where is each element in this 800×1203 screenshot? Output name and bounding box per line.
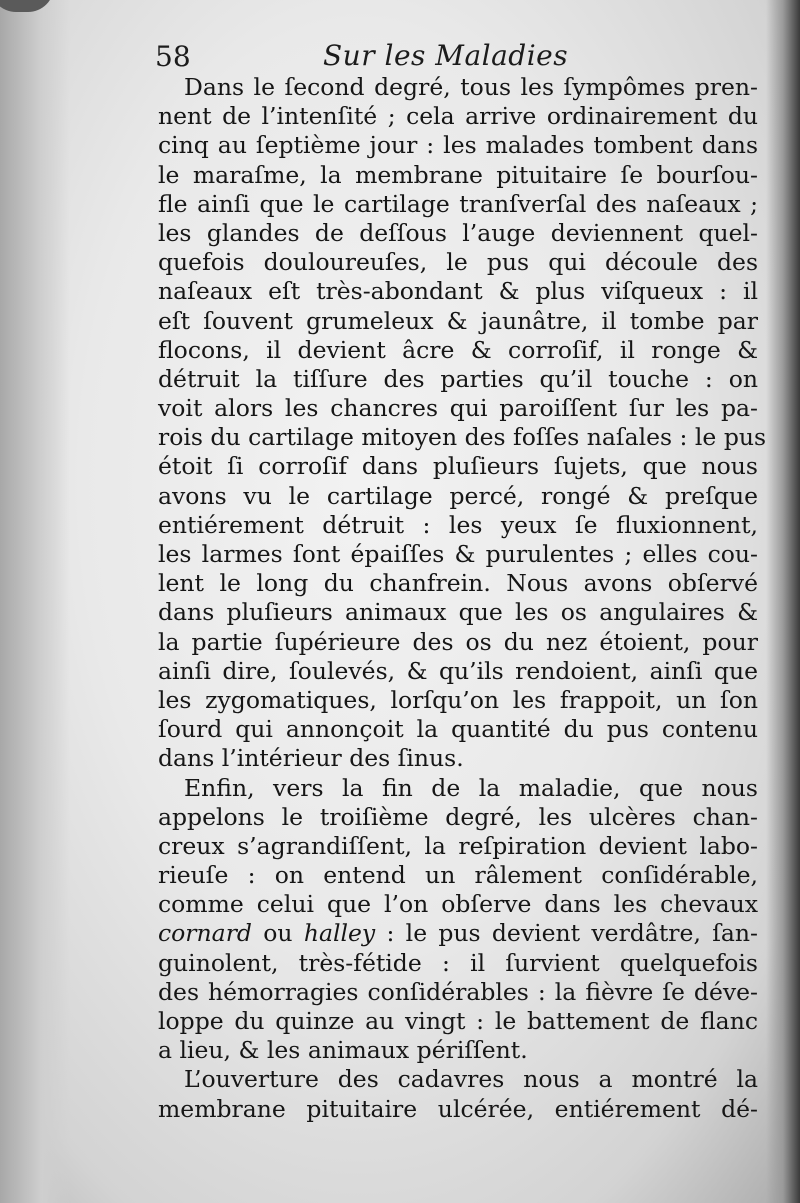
- text-line: quefois douloureuſes, le pus qui découle des: [158, 248, 758, 277]
- text-line: les zygomatiques, lorſqu’on les frappoit, un ſon: [158, 685, 758, 714]
- text-line: dans l’intérieur des ſinus.: [158, 744, 464, 773]
- text-line: les larmes ſont épaiſſes & purulentes ; elles cou-: [158, 540, 758, 568]
- text-line: loppe du quinze au vingt : le battement de flanc: [158, 1007, 758, 1035]
- text-line: ſourd qui annonçoit la quantité du pus contenu: [158, 715, 758, 744]
- text-line: le maraſme, la membrane pituitaire ſe bourſou-: [158, 160, 758, 189]
- text-line: lent le long du chanfrein. Nous avons obſervé: [158, 569, 758, 598]
- running-head: Sur les Maladies: [323, 39, 569, 72]
- text-line: les glandes de deſſous l’auge deviennent quel-: [158, 218, 758, 247]
- text-line: comme celui que l’on obſerve dans les chevaux: [158, 890, 758, 919]
- text-line: avons vu le cartilage percé, rongé & preſque: [158, 481, 758, 510]
- body-text: [158, 73, 767, 1124]
- text-line: rois du cartilage mitoyen des foſſes naſales : le pus: [158, 423, 767, 452]
- italic-term-halley: halley: [303, 919, 376, 948]
- page-number: 58: [155, 40, 191, 73]
- text-line: cinq au ſeptième jour : les malades tombent dans: [158, 131, 758, 160]
- text-line: eſt ſouvent grumeleux & jaunâtre, il tombe par: [158, 306, 758, 335]
- text-line: des hémorragies conſidérables : la fièvre ſe déve-: [158, 977, 758, 1006]
- text-line: naſeaux eſt très-abondant & plus viſqueux : il: [158, 277, 758, 306]
- text-line: nent de l’intenſité ; cela arrive ordinairement du: [158, 102, 758, 131]
- text-line: fle ainſi que le cartilage tranſverſal des naſeaux ;: [158, 189, 758, 218]
- text-line: a lieu, & les animaux périſſent.: [158, 1036, 528, 1065]
- text-line: rieuſe : on entend un râlement conſidérable,: [158, 861, 758, 890]
- italic-term-cornard: cornard: [158, 919, 252, 948]
- text-line: L’ouverture des cadavres nous a montré la: [184, 1065, 758, 1094]
- text-line: Enfin, vers la fin de la maladie, que nous: [184, 773, 758, 802]
- text-line: membrane pituitaire ulcérée, entiérement dé-: [158, 1094, 758, 1123]
- text-line: voit alors les chancres qui paroiſſent ſur les pa-: [158, 394, 758, 423]
- page-corner-shadow: [0, 0, 54, 12]
- text-line: flocons, il devient âcre & corroſif, il ronge &: [158, 335, 758, 364]
- line-remainder: : le pus devient verdâtre, ſan-: [375, 919, 758, 948]
- text-line: Dans le ſecond degré, tous les ſympômes pren-: [184, 73, 758, 101]
- text-line: appelons le troiſième degré, les ulcères chan-: [158, 802, 758, 831]
- text-line: dans pluſieurs animaux que les os angulaires &: [158, 598, 758, 627]
- text-line: entiérement détruit : les yeux ſe fluxionnent,: [158, 510, 758, 539]
- conjunction: ou: [263, 919, 293, 948]
- text-line: étoit ſi corroſif dans pluſieurs ſujets, que nous: [158, 452, 758, 481]
- text-line: ainſi dire, ſoulevés, & qu’ils rendoient, ainſi que: [158, 656, 758, 685]
- text-line: guinolent, très-fétide : il ſurvient quelquefois: [158, 948, 758, 977]
- text-line-with-italics: [158, 919, 758, 948]
- text-line: creux s’agrandiſſent, la reſpiration devient labo-: [158, 831, 758, 860]
- text-line: la partie ſupérieure des os du nez étoient, pour: [158, 627, 758, 656]
- text-line: détruit la tiſſure des parties qu’il touche : on: [158, 364, 758, 393]
